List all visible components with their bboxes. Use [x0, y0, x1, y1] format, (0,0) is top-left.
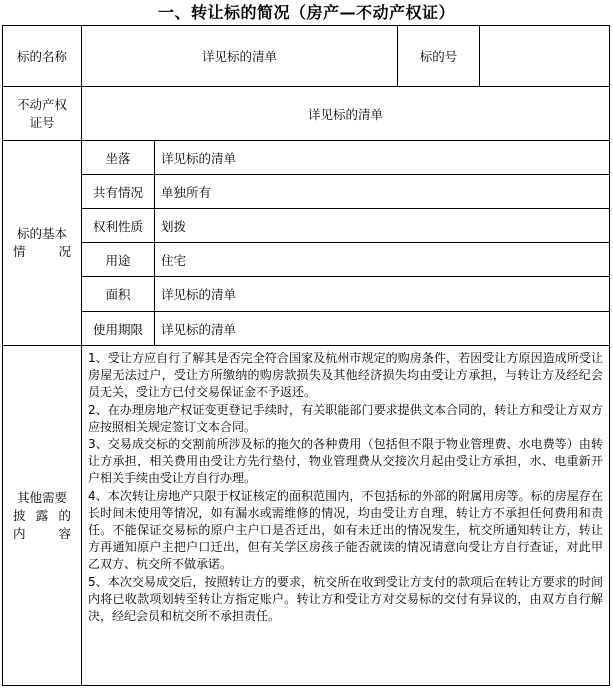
target-number-label: 标的号	[398, 26, 480, 87]
basic-item-label: 面积	[82, 277, 155, 312]
basic-label-line2: 情 况	[13, 244, 71, 259]
basic-item-label: 权利性质	[82, 209, 155, 243]
disclosure-paragraph-3: 3、交易成交标的交割前所涉及标的拖欠的各种费用（包括但不限于物业管理费、水电费等）由转让方承担，相关费用由受让方先行垫付，物业管理费从交接次月起由受让方承担，水、电重新开户相关手续由受让方自行办理。	[88, 437, 604, 486]
basic-section-label	[3, 141, 82, 346]
basic-item-label: 共有情况	[82, 175, 155, 209]
row-target-name	[3, 26, 610, 87]
row-cert-number	[3, 87, 610, 141]
cert-number-value: 详见标的清单	[82, 87, 610, 141]
basic-item-label: 使用期限	[82, 312, 155, 346]
basic-item-value: 住宅	[155, 243, 610, 277]
basic-item-value: 详见标的清单	[155, 312, 610, 346]
basic-row-5	[3, 312, 610, 346]
basic-item-value: 详见标的清单	[155, 141, 610, 175]
basic-item-value: 详见标的清单	[155, 277, 610, 312]
disclosure-paragraph-5: 5、本次交易成交后，按照转让方的要求，杭交所在收到受让方支付的款项后在转让方要求的时间内将已收款项划转至转让方指定账户。转让方和受让方对交易标的交付有异议的，由双方自行解决，经纪会员和杭交所不承担责任。	[88, 574, 604, 624]
disclosure-label-line2: 披 露 的	[13, 507, 71, 523]
target-number-value	[480, 26, 610, 87]
target-name-label: 标的名称	[3, 26, 82, 87]
cert-number-label	[3, 87, 82, 141]
basic-row-0	[3, 141, 610, 175]
basic-item-value: 单独所有	[155, 175, 610, 209]
basic-row-3	[3, 243, 610, 277]
basic-item-label: 坐落	[82, 141, 155, 175]
basic-row-4	[3, 277, 610, 312]
disclosure-label-line3: 内 容	[13, 525, 71, 541]
cert-label-line2: 证号	[29, 114, 55, 130]
target-name-value: 详见标的清单	[82, 26, 398, 87]
basic-row-1	[3, 175, 610, 209]
transfer-summary-table	[2, 25, 610, 686]
disclosure-label-line1: 其他需要	[16, 489, 67, 505]
basic-label-line1: 标的基本	[16, 226, 67, 241]
basic-item-value: 划拨	[155, 209, 610, 243]
disclosure-paragraph-1: 1、受让方应自行了解其是否完全符合国家及杭州市规定的购房条件，若因受让方原因造成所受让房屋无法过户，受让方所缴纳的购房款损失及其他经济损失均由受让方承担，与转让方及经纪会员无关，受让方已付交易保证金不予返还。	[88, 351, 604, 400]
disclosure-content	[82, 346, 610, 686]
disclosure-paragraph-2: 2、在办理房地产权证变更登记手续时，有关职能部门要求提供文本合同的，转让方和受让方双方应按照相关规定签订文本合同。	[88, 402, 604, 434]
cert-label-line1: 不动产权	[16, 96, 67, 112]
disclosure-paragraph-4: 4、本次转让房地产只限于权证核定的面积范围内，不包括标的外部的附属用房等。标的房屋存在长时间未使用等情况，如有漏水或需维修的情况，均由受让方自理，转让方不承担任何费用和责任。不能保证交易标的原户主户口是否迁出，如有未迁出的情况发生，杭交所通知转让方，转让方再通知原户主把户口迁出，但有关学区房孩子能否就读的情况请意向受让方自行查证，对此甲乙双方、杭交所不做承诺。	[88, 488, 604, 572]
basic-row-2	[3, 209, 610, 243]
page-title: 一、转让标的简况（房产—不动产权证）	[157, 3, 455, 22]
basic-item-label: 用途	[82, 243, 155, 277]
disclosure-label	[3, 346, 82, 686]
row-disclosure	[3, 346, 610, 686]
